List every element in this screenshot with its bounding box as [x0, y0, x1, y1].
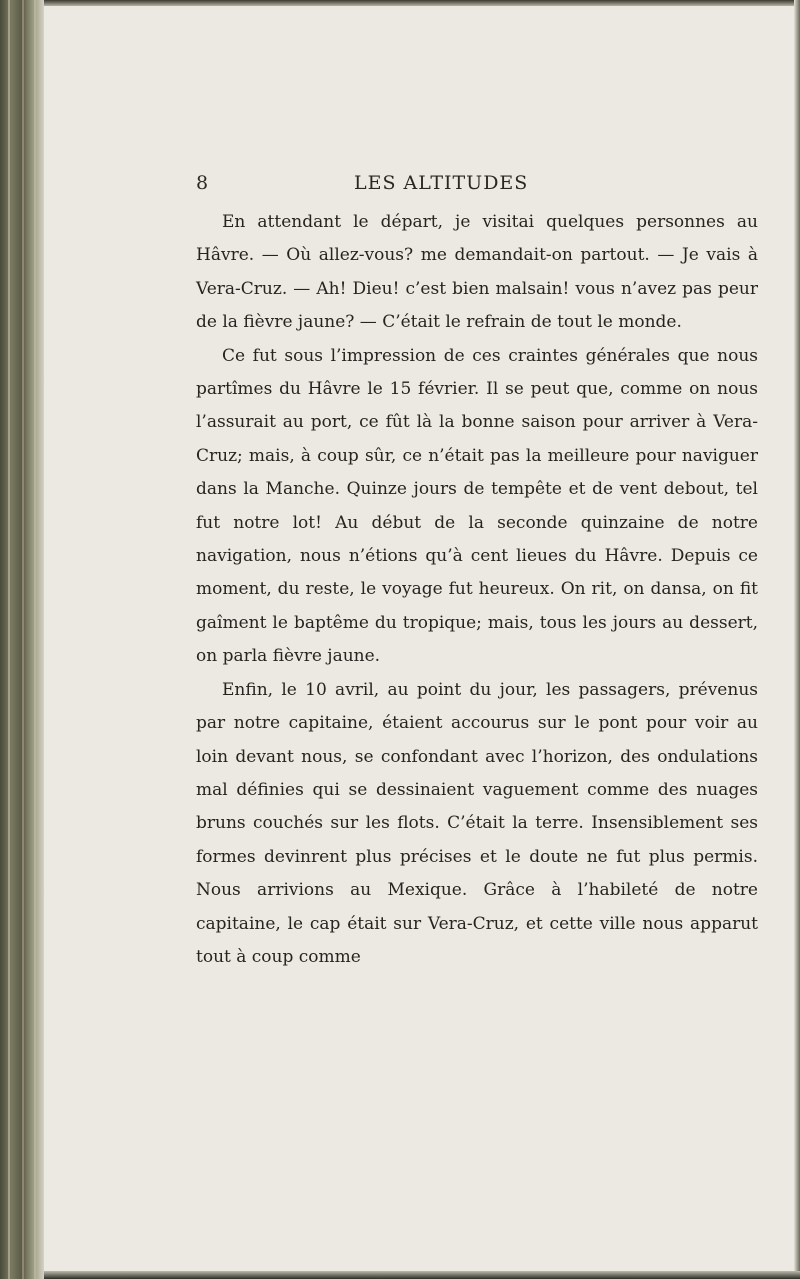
paragraph: Ce fut sous l’impression de ces craintes générales que nous partîmes du Hâvre le 15 février. Il se peut que, comme on nous l’assurait au port, ce fût là la bonne saison pour arriver à Vera-Cruz; mais, à coup sûr, ce n’était pas la meilleure pour naviguer dans la Manche. Quinze jours de tempête et de vent debout, tel fut notre lot! Au début de la seconde quinzaine de notre navigation, nous n’étions qu’à cent lieues du Hâvre. Depuis ce moment, du reste, le voyage fut heureux. On rit, on dansa, on fit gaîment le baptême du tropique; mais, tous les jours au dessert, on parla fièvre jaune.: [196, 345, 758, 667]
page-bottom-edge: [44, 1271, 800, 1279]
paragraph: En attendant le départ, je visitai quelques personnes au Hâvre. — Où allez-vous? me demandait-on partout. — Je vais à Vera-Cruz. — Ah! Dieu! c’est bien malsain! vous n’avez pas peur de la fièvre jaune? — C’était le refrain de tout le monde.: [196, 212, 758, 333]
running-title: LES ALTITUDES: [354, 172, 529, 194]
binding-line: [34, 0, 36, 1279]
page-right-edge: [794, 0, 800, 1279]
book-binding-gutter: [0, 0, 44, 1279]
binding-line: [8, 0, 10, 1279]
binding-line: [22, 0, 24, 1279]
page-number: 8: [196, 172, 209, 194]
page-header: [196, 172, 756, 202]
body-text: [196, 206, 758, 974]
paragraph: Enfin, le 10 avril, au point du jour, les passagers, prévenus par notre capitaine, étaient accourus sur le pont pour voir au loin devant nous, se confondant avec l’horizon, des ondulations mal définies qui se dessinaient vaguement comme des nuages bruns couchés sur les flots. C’était la terre. Insensiblement ses formes devinrent plus précises et le doute ne fut plus permis. Nous arrivions au Mexique. Grâce à l’habileté de notre capitaine, le cap était sur Vera-Cruz, et cette ville nous apparut tout à coup comme: [196, 679, 758, 967]
page-top-edge: [44, 0, 800, 6]
